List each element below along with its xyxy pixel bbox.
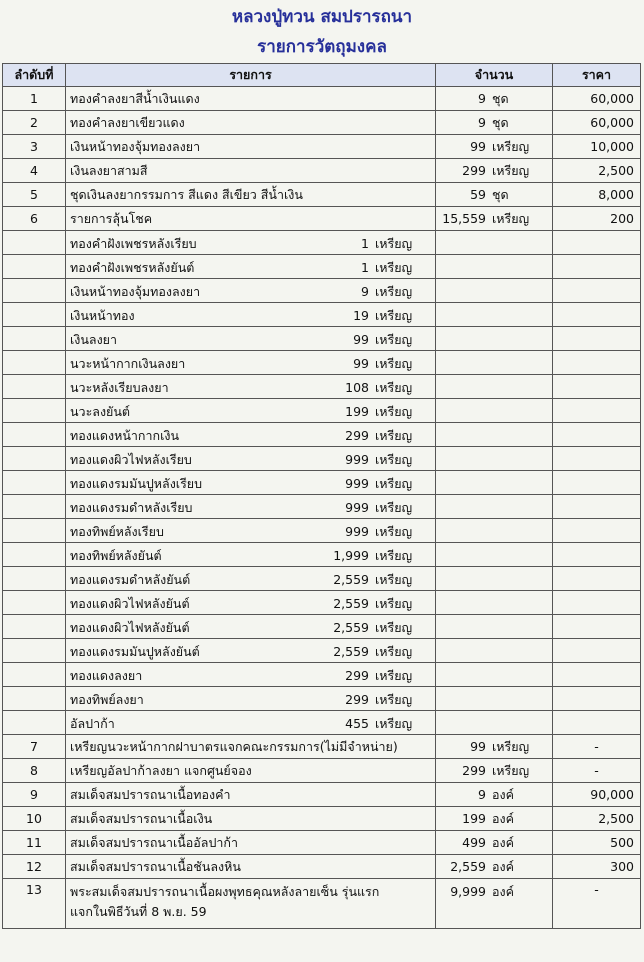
lucky-item-name: เงินหน้าทอง <box>70 308 135 323</box>
qty-value: 1 <box>361 260 369 275</box>
lucky-item-cell <box>66 279 436 303</box>
row-number-empty <box>3 303 66 327</box>
qty-value: 2,559 <box>333 572 369 587</box>
row-number: 5 <box>3 183 66 207</box>
qty-unit: เหรียญ <box>375 452 413 467</box>
row-item: เงินลงยาสามสี <box>66 159 436 183</box>
qty-unit: เหรียญ <box>375 524 413 539</box>
lucky-sub-row <box>3 375 641 399</box>
price-empty <box>553 711 641 735</box>
row-number-empty <box>3 591 66 615</box>
lucky-sub-row <box>3 231 641 255</box>
table-row <box>3 135 641 159</box>
lucky-item-cell <box>66 255 436 279</box>
row-number-empty <box>3 615 66 639</box>
row-item: เหรียญอัลปาก้าลงยา แจกศูนย์จอง <box>66 759 436 783</box>
qty-value: 15,559 <box>442 210 486 226</box>
qty-value: 299 <box>345 692 369 707</box>
row-number: 12 <box>3 855 66 879</box>
lucky-item-qty <box>317 714 429 734</box>
price-empty <box>553 279 641 303</box>
lucky-item-name: ทองแดงลงยา <box>70 668 143 683</box>
table-row <box>3 807 641 831</box>
price-empty <box>553 447 641 471</box>
lucky-item-qty <box>317 618 429 638</box>
row-item: ทองคำลงยาสีน้ำเงินแดง <box>66 87 436 111</box>
row-number-empty <box>3 639 66 663</box>
col-header-qty: จำนวน <box>436 64 553 87</box>
qty-unit: เหรียญ <box>375 404 413 419</box>
qty-value: 99 <box>470 138 486 154</box>
lucky-item-cell <box>66 567 436 591</box>
table-row <box>3 879 641 929</box>
table-row <box>3 759 641 783</box>
qty-unit: เหรียญ <box>375 308 413 323</box>
lucky-item-name: ทองคำฝังเพชรหลังเรียบ <box>70 236 197 251</box>
row-price: 60,000 <box>553 87 641 111</box>
row-number-empty <box>3 399 66 423</box>
lucky-sub-row <box>3 567 641 591</box>
price-empty <box>553 519 641 543</box>
qty-unit: เหรียญ <box>492 162 530 178</box>
price-empty <box>553 591 641 615</box>
qty-value: 2,559 <box>333 644 369 659</box>
price-empty <box>553 543 641 567</box>
lucky-item-cell <box>66 591 436 615</box>
row-number-empty <box>3 423 66 447</box>
qty-unit: เหรียญ <box>375 644 413 659</box>
qty-empty <box>436 495 553 519</box>
qty-value: 455 <box>345 716 369 731</box>
row-item: สมเด็จสมปรารถนาเนื้อเงิน <box>66 807 436 831</box>
lucky-item-cell <box>66 327 436 351</box>
row-price: 300 <box>553 855 641 879</box>
lucky-sub-row <box>3 543 641 567</box>
qty-unit: ชุด <box>492 186 509 202</box>
lucky-item-name: ทองแดงรมดำหลังยันต์ <box>70 572 191 587</box>
row-number-empty <box>3 447 66 471</box>
lucky-sub-row <box>3 471 641 495</box>
row-price: 2,500 <box>553 807 641 831</box>
qty-empty <box>436 327 553 351</box>
lucky-item-name: ทองทิพย์ลงยา <box>70 692 144 707</box>
lucky-sub-row <box>3 495 641 519</box>
qty-empty <box>436 471 553 495</box>
lucky-sub-row <box>3 351 641 375</box>
row-item: สมเด็จสมปรารถนาเนื้อชันลงหิน <box>66 855 436 879</box>
row-number-empty <box>3 543 66 567</box>
qty-value: 99 <box>353 332 369 347</box>
row-price: 90,000 <box>553 783 641 807</box>
row-item: ชุดเงินลงยากรรมการ สีแดง สีเขียว สีน้ำเงิน <box>66 183 436 207</box>
lucky-sub-row <box>3 591 641 615</box>
row-number: 13 <box>3 879 66 929</box>
lucky-item-name: นวะหลังเรียบลงยา <box>70 380 169 395</box>
lucky-item-qty <box>317 690 429 710</box>
row-price: 8,000 <box>553 183 641 207</box>
row-price: 10,000 <box>553 135 641 159</box>
row-item: เงินหน้าทองจุ้มทองลงยา <box>66 135 436 159</box>
qty-value: 99 <box>470 738 486 754</box>
lucky-item-qty <box>317 570 429 590</box>
lucky-sub-row <box>3 687 641 711</box>
row-number: 1 <box>3 87 66 111</box>
qty-empty <box>436 303 553 327</box>
lucky-item-qty <box>317 282 429 302</box>
qty-value: 2,559 <box>333 620 369 635</box>
row-number: 10 <box>3 807 66 831</box>
qty-unit: เหรียญ <box>375 476 413 491</box>
row-number-empty <box>3 687 66 711</box>
col-header-price: ราคา <box>553 64 641 87</box>
qty-empty <box>436 375 553 399</box>
qty-value: 108 <box>345 380 369 395</box>
table-row <box>3 159 641 183</box>
lucky-item-cell <box>66 615 436 639</box>
qty-value: 499 <box>462 834 486 850</box>
lucky-item-cell <box>66 471 436 495</box>
row-number-empty <box>3 711 66 735</box>
page-subtitle: รายการวัตถุมงคล <box>257 37 387 57</box>
lucky-sub-row <box>3 303 641 327</box>
row-qty <box>436 807 553 831</box>
row-number: 4 <box>3 159 66 183</box>
price-empty <box>553 567 641 591</box>
row-number: 6 <box>3 207 66 231</box>
table-row <box>3 783 641 807</box>
qty-value: 299 <box>345 428 369 443</box>
qty-unit: องค์ <box>492 810 514 826</box>
price-empty <box>553 399 641 423</box>
lucky-item-name: ทองทิพย์หลังเรียบ <box>70 524 164 539</box>
row-qty <box>436 87 553 111</box>
lucky-sub-row <box>3 663 641 687</box>
row-qty <box>436 111 553 135</box>
lucky-sub-row <box>3 447 641 471</box>
qty-value: 2,559 <box>333 596 369 611</box>
row-qty <box>436 855 553 879</box>
lucky-item-name: นวะลงยันต์ <box>70 404 131 419</box>
lucky-item-qty <box>317 378 429 398</box>
price-empty <box>553 471 641 495</box>
price-empty <box>553 663 641 687</box>
lucky-sub-row <box>3 639 641 663</box>
lucky-item-name: ทองคำฝังเพชรหลังยันต์ <box>70 260 195 275</box>
qty-value: 299 <box>462 162 486 178</box>
qty-value: 2,559 <box>450 858 486 874</box>
price-empty <box>553 231 641 255</box>
price-empty <box>553 327 641 351</box>
row-qty <box>436 135 553 159</box>
lucky-item-cell <box>66 303 436 327</box>
price-empty <box>553 615 641 639</box>
qty-empty <box>436 399 553 423</box>
table-row <box>3 87 641 111</box>
row-qty <box>436 183 553 207</box>
lucky-item-cell <box>66 447 436 471</box>
lucky-item-qty <box>317 498 429 518</box>
row-qty <box>436 783 553 807</box>
lucky-item-qty <box>317 522 429 542</box>
row-price: 500 <box>553 831 641 855</box>
lucky-sub-row <box>3 423 641 447</box>
lucky-sub-row <box>3 327 641 351</box>
lucky-item-name: ทองแดงรมดำหลังเรียบ <box>70 500 193 515</box>
lucky-item-cell <box>66 231 436 255</box>
lucky-sub-row <box>3 279 641 303</box>
row-price: 60,000 <box>553 111 641 135</box>
row-number: 3 <box>3 135 66 159</box>
col-header-item: รายการ <box>66 64 436 87</box>
qty-value: 9 <box>478 786 486 802</box>
qty-unit: เหรียญ <box>375 692 413 707</box>
qty-value: 1,999 <box>333 548 369 563</box>
qty-empty <box>436 639 553 663</box>
qty-unit: เหรียญ <box>375 572 413 587</box>
table-row <box>3 855 641 879</box>
qty-unit: องค์ <box>492 858 514 874</box>
lucky-sub-row <box>3 519 641 543</box>
lucky-item-cell <box>66 375 436 399</box>
lucky-item-qty <box>317 402 429 422</box>
qty-value: 9 <box>478 114 486 130</box>
lucky-item-cell <box>66 711 436 735</box>
price-empty <box>553 303 641 327</box>
qty-unit: องค์ <box>492 834 514 850</box>
lucky-item-cell <box>66 351 436 375</box>
table-row <box>3 111 641 135</box>
qty-value: 59 <box>470 186 486 202</box>
qty-value: 299 <box>345 668 369 683</box>
qty-unit: องค์ <box>492 884 514 899</box>
row-item: สมเด็จสมปรารถนาเนื้อทองคำ <box>66 783 436 807</box>
price-empty <box>553 375 641 399</box>
qty-empty <box>436 591 553 615</box>
row-item: เหรียญนวะหน้ากากฝาบาตรแจกคณะกรรมการ(ไม่มีจำหน่าย) <box>66 735 436 759</box>
qty-unit: เหรียญ <box>492 138 530 154</box>
row-qty <box>436 207 553 231</box>
qty-unit: เหรียญ <box>375 428 413 443</box>
qty-empty <box>436 543 553 567</box>
lucky-item-cell <box>66 639 436 663</box>
qty-unit: เหรียญ <box>492 738 530 754</box>
lucky-item-qty <box>317 354 429 374</box>
row-price: - <box>553 759 641 783</box>
row-number-empty <box>3 375 66 399</box>
qty-value: 199 <box>345 404 369 419</box>
qty-unit: เหรียญ <box>375 548 413 563</box>
lucky-item-name: ทองทิพย์หลังยันต์ <box>70 548 162 563</box>
lucky-item-qty <box>317 474 429 494</box>
qty-unit: เหรียญ <box>492 210 530 226</box>
row-number-empty <box>3 519 66 543</box>
lucky-item-name: ทองแดงผิวไฟหลังยันต์ <box>70 620 190 635</box>
qty-value: 9 <box>478 90 486 106</box>
qty-empty <box>436 447 553 471</box>
lucky-item-qty <box>317 666 429 686</box>
qty-value: 99 <box>353 356 369 371</box>
qty-unit: เหรียญ <box>375 716 413 731</box>
row-qty <box>436 759 553 783</box>
row-number: 11 <box>3 831 66 855</box>
row-number-empty <box>3 471 66 495</box>
lucky-item-name: ทองแดงรมมันปูหลังยันต์ <box>70 644 200 659</box>
row-number: 9 <box>3 783 66 807</box>
qty-value: 199 <box>462 810 486 826</box>
price-empty <box>553 495 641 519</box>
lucky-item-cell <box>66 663 436 687</box>
row-qty <box>436 159 553 183</box>
lucky-sub-row <box>3 399 641 423</box>
row-qty <box>436 879 553 929</box>
qty-value: 999 <box>345 500 369 515</box>
price-empty <box>553 639 641 663</box>
qty-unit: ชุด <box>492 114 509 130</box>
table-row <box>3 207 641 231</box>
qty-unit: เหรียญ <box>375 380 413 395</box>
qty-empty <box>436 279 553 303</box>
row-number-empty <box>3 255 66 279</box>
qty-unit: องค์ <box>492 786 514 802</box>
row-price: - <box>553 735 641 759</box>
table-row <box>3 831 641 855</box>
qty-unit: เหรียญ <box>375 500 413 515</box>
row-number-empty <box>3 351 66 375</box>
row-price: - <box>553 879 641 929</box>
qty-value: 9,999 <box>450 884 486 899</box>
qty-empty <box>436 231 553 255</box>
lucky-item-name: ทองแดงรมมันปูหลังเรียบ <box>70 476 203 491</box>
table-header-row <box>3 64 641 87</box>
qty-unit: เหรียญ <box>492 762 530 778</box>
qty-value: 999 <box>345 452 369 467</box>
row-number-empty <box>3 279 66 303</box>
qty-empty <box>436 351 553 375</box>
lucky-sub-row <box>3 711 641 735</box>
row-price: 2,500 <box>553 159 641 183</box>
lucky-item-name: ทองแดงผิวไฟหลังยันต์ <box>70 596 190 611</box>
lucky-sub-row <box>3 615 641 639</box>
qty-empty <box>436 423 553 447</box>
qty-unit: เหรียญ <box>375 356 413 371</box>
table-row <box>3 735 641 759</box>
qty-value: 999 <box>345 524 369 539</box>
lucky-item-qty <box>317 594 429 614</box>
row-number-empty <box>3 567 66 591</box>
lucky-sub-row <box>3 255 641 279</box>
lucky-item-qty <box>317 258 429 278</box>
qty-value: 999 <box>345 476 369 491</box>
lucky-item-name: เงินหน้าทองจุ้มทองลงยา <box>70 284 201 299</box>
qty-unit: เหรียญ <box>375 668 413 683</box>
lucky-item-cell <box>66 519 436 543</box>
price-empty <box>553 423 641 447</box>
row-number: 7 <box>3 735 66 759</box>
qty-unit: เหรียญ <box>375 260 413 275</box>
qty-value: 1 <box>361 236 369 251</box>
lucky-item-qty <box>317 450 429 470</box>
qty-unit: เหรียญ <box>375 284 413 299</box>
lucky-item-name: เงินลงยา <box>70 332 118 347</box>
amulet-list-table <box>2 63 641 929</box>
qty-unit: เหรียญ <box>375 332 413 347</box>
lucky-item-qty <box>317 546 429 566</box>
price-empty <box>553 687 641 711</box>
lucky-item-name: ทองแดงหน้ากากเงิน <box>70 428 180 443</box>
lucky-item-name: นวะหน้ากากเงินลงยา <box>70 356 186 371</box>
price-empty <box>553 255 641 279</box>
qty-value: 19 <box>353 308 369 323</box>
lucky-item-name: ทองแดงผิวไฟหลังเรียบ <box>70 452 192 467</box>
row-item: รายการลุ้นโชค <box>66 207 436 231</box>
qty-unit: เหรียญ <box>375 236 413 251</box>
row-item: ทองคำลงยาเขียวแดง <box>66 111 436 135</box>
row-item <box>66 879 436 929</box>
lucky-item-qty <box>317 426 429 446</box>
row-qty <box>436 735 553 759</box>
qty-unit: เหรียญ <box>375 596 413 611</box>
lucky-item-name: อัลปาก้า <box>70 716 115 731</box>
table-row <box>3 183 641 207</box>
qty-empty <box>436 615 553 639</box>
qty-empty <box>436 519 553 543</box>
item-line-2: แจกในพิธีวันที่ 8 พ.ย. 59 <box>70 904 207 919</box>
item-line-1: พระสมเด็จสมปรารถนาเนื้อผงพุทธคุณหลังลายเซ็น รุ่นแรก <box>70 884 380 899</box>
qty-value: 9 <box>361 284 369 299</box>
lucky-item-qty <box>317 234 429 254</box>
qty-empty <box>436 687 553 711</box>
lucky-item-cell <box>66 543 436 567</box>
row-price: 200 <box>553 207 641 231</box>
lucky-item-cell <box>66 687 436 711</box>
col-header-no: ลำดับที่ <box>3 64 66 87</box>
qty-empty <box>436 567 553 591</box>
lucky-item-qty <box>317 642 429 662</box>
row-qty <box>436 831 553 855</box>
qty-empty <box>436 711 553 735</box>
qty-empty <box>436 663 553 687</box>
qty-empty <box>436 255 553 279</box>
lucky-item-qty <box>317 306 429 326</box>
row-number: 2 <box>3 111 66 135</box>
qty-unit: ชุด <box>492 90 509 106</box>
price-empty <box>553 351 641 375</box>
row-number-empty <box>3 495 66 519</box>
page-title: หลวงปู่ทวน สมปรารถนา <box>231 7 413 27</box>
row-number-empty <box>3 663 66 687</box>
qty-value: 299 <box>462 762 486 778</box>
row-number-empty <box>3 231 66 255</box>
table-body <box>3 87 641 929</box>
lucky-item-qty <box>317 330 429 350</box>
row-number-empty <box>3 327 66 351</box>
row-item: สมเด็จสมปรารถนาเนื้ออัลปาก้า <box>66 831 436 855</box>
lucky-item-cell <box>66 399 436 423</box>
lucky-item-cell <box>66 495 436 519</box>
row-number: 8 <box>3 759 66 783</box>
qty-unit: เหรียญ <box>375 620 413 635</box>
lucky-item-cell <box>66 423 436 447</box>
